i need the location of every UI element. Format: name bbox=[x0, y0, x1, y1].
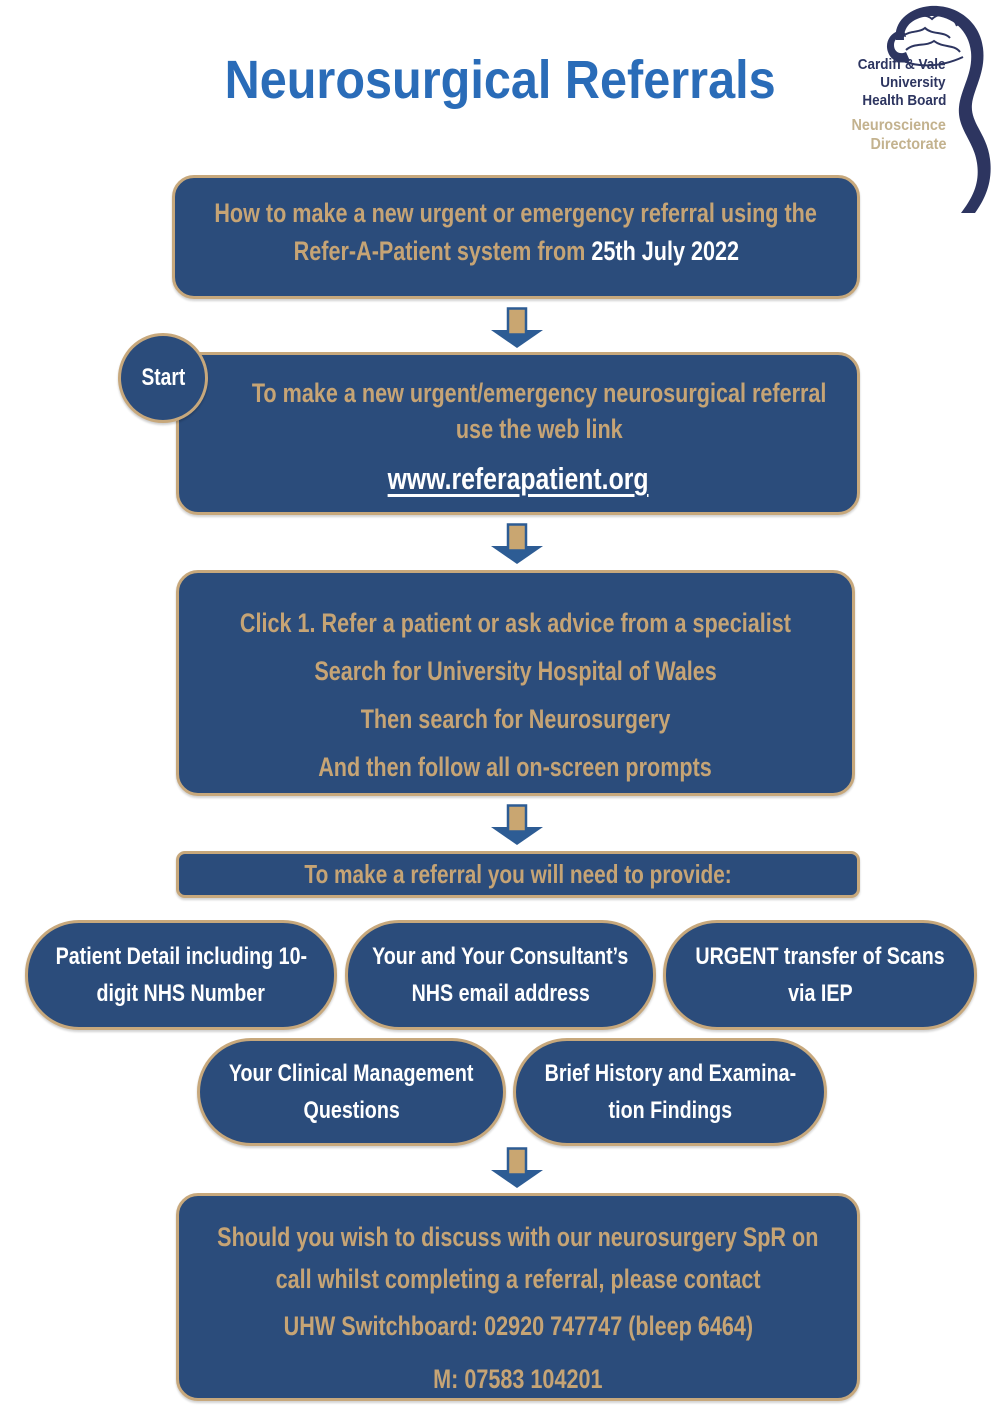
start-label: Start bbox=[141, 364, 185, 391]
contact-box bbox=[176, 1193, 860, 1401]
page-title: Neurosurgical Referrals bbox=[224, 50, 776, 110]
start-badge bbox=[118, 333, 208, 423]
switchboard-number: UHW Switchboard: 02920 747747 (bleep 6464) bbox=[283, 1311, 753, 1341]
step-3: Then search for Neurosurgery bbox=[360, 704, 671, 734]
weblink-box bbox=[176, 352, 860, 515]
contact-line2: call whilst completing a referral, please contact bbox=[275, 1264, 761, 1294]
down-arrow-icon bbox=[488, 307, 546, 349]
requirement-pill-history-findings: Brief History and Examina- tion Findings bbox=[513, 1038, 827, 1146]
directorate-name: Neuroscience Directorate bbox=[851, 117, 946, 153]
health-board-name: Cardiff & Vale University Health Board bbox=[858, 56, 946, 109]
down-arrow-icon bbox=[488, 1147, 546, 1189]
contact-line1: Should you wish to discuss with our neurosurgery SpR on bbox=[217, 1222, 819, 1252]
step-4: And then follow all on-screen prompts bbox=[318, 752, 713, 782]
requirement-pill-iep-scans: URGENT transfer of Scans via IEP bbox=[663, 920, 977, 1030]
intro-line2-prefix: Refer-A-Patient system from bbox=[293, 236, 585, 266]
referapatient-link[interactable]: www.referapatient.org bbox=[387, 461, 649, 496]
step-2: Search for University Hospital of Wales bbox=[314, 656, 717, 686]
intro-line1: How to make a new urgent or emergency referral using the bbox=[214, 198, 818, 228]
steps-box bbox=[176, 570, 855, 796]
intro-date: 25th July 2022 bbox=[590, 236, 739, 266]
requirement-pill-nhs-email: Your and Your Consultant’s NHS email address bbox=[345, 920, 656, 1030]
intro-box bbox=[172, 175, 860, 299]
down-arrow-icon bbox=[488, 804, 546, 846]
step-1: Click 1. Refer a patient or ask advice from a specialist bbox=[239, 608, 792, 638]
provide-heading: To make a referral you will need to provide: bbox=[304, 859, 732, 889]
requirement-pill-clinical-questions: Your Clinical Management Questions bbox=[197, 1038, 506, 1146]
cardiff-vale-logo bbox=[833, 0, 1000, 213]
mobile-number: M: 07583 104201 bbox=[433, 1364, 603, 1394]
down-arrow-icon bbox=[488, 523, 546, 565]
weblink-line1: To make a new urgent/emergency neurosurgical referral bbox=[251, 378, 827, 408]
requirement-pill-nhs-number: Patient Detail including 10- digit NHS Number bbox=[25, 920, 337, 1030]
provide-heading-bar bbox=[176, 851, 860, 898]
weblink-line2: use the web link bbox=[455, 414, 623, 444]
